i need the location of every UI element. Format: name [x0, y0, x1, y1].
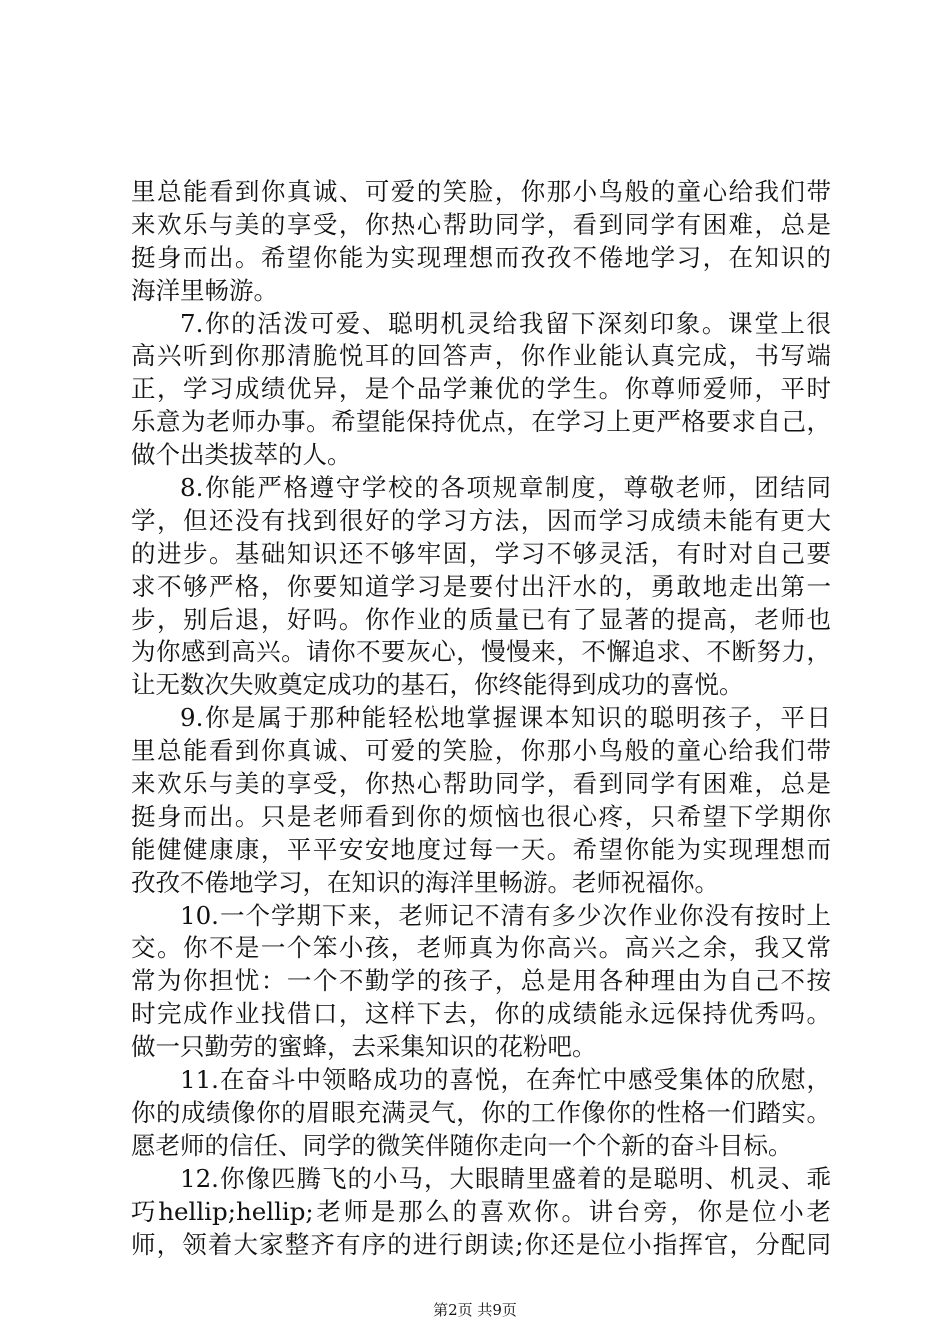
text-line: 时完成作业找借口，这样下去，你的成绩能永远保持优秀吗。 [131, 999, 831, 1029]
text-line: 9.你是属于那种能轻松地掌握课本知识的聪明孩子，平日 [180, 703, 831, 733]
text-line: 愿老师的信任、同学的微笑伴随你走向一个个新的奋斗目标。 [131, 1130, 793, 1160]
text-line: 学，但还没有找到很好的学习方法，因而学习成绩未能有更大 [131, 505, 831, 535]
text-line: 做一只勤劳的蜜蜂，去采集知识的花粉吧。 [131, 1032, 597, 1062]
text-line: 高兴听到你那清脆悦耳的回答声，你作业能认真完成，书写端 [131, 341, 831, 371]
text-line: 能健健康康，平平安安地度过每一天。希望你能为实现理想而 [131, 834, 831, 864]
text-line: 里总能看到你真诚、可爱的笑脸，你那小鸟般的童心给我们带 [131, 177, 831, 206]
text-line: 挺身而出。只是老师看到你的烦恼也很心疼，只希望下学期你 [131, 801, 831, 831]
text-line: 做个出类拔萃的人。 [131, 440, 352, 470]
text-line: 8.你能严格遵守学校的各项规章制度，尊敬老师，团结同 [180, 473, 831, 503]
text-line: 交。你不是一个笨小孩，老师真为你高兴。高兴之余，我又常 [131, 933, 831, 963]
text-line: 海洋里畅游。 [131, 275, 278, 305]
text-line: 步，别后退，好吗。你作业的质量已有了显著的提高，老师也 [131, 604, 831, 634]
text-line: 10.一个学期下来，老师记不清有多少次作业你没有按时上 [180, 900, 831, 930]
text-line: 巧hellip;hellip;老师是那么的喜欢你。讲台旁，你是位小老 [131, 1196, 831, 1226]
text-line: 孜孜不倦地学习，在知识的海洋里畅游。老师祝福你。 [131, 867, 719, 897]
text-line: 7.你的活泼可爱、聪明机灵给我留下深刻印象。课堂上很 [180, 308, 831, 338]
text-line: 12.你像匹腾飞的小马，大眼睛里盛着的是聪明、机灵、乖 [180, 1163, 831, 1193]
text-line: 11.在奋斗中领略成功的喜悦，在奔忙中感受集体的欣慰， [180, 1065, 831, 1095]
text-line: 师，领着大家整齐有序的进行朗读;你还是位小指挥官，分配同 [131, 1229, 831, 1259]
text-line: 挺身而出。希望你能为实现理想而孜孜不倦地学习，在知识的 [131, 242, 831, 272]
document-body [131, 176, 831, 1261]
text-line: 乐意为老师办事。希望能保持优点，在学习上更严格要求自己， [131, 407, 831, 437]
text-line: 来欢乐与美的享受，你热心帮助同学，看到同学有困难，总是 [131, 769, 831, 799]
text-line: 为你感到高兴。请你不要灰心，慢慢来，不懈追求、不断努力， [131, 637, 831, 667]
text-line: 求不够严格，你要知道学习是要付出汗水的，勇敢地走出第一 [131, 571, 831, 601]
text-line: 里总能看到你真诚、可爱的笑脸，你那小鸟般的童心给我们带 [131, 736, 831, 766]
text-line: 常为你担忧：一个不勤学的孩子，总是用各种理由为自己不按 [131, 966, 831, 996]
text-line: 正，学习成绩优异，是个品学兼优的学生。你尊师爱师，平时 [131, 374, 831, 404]
text-line: 的进步。基础知识还不够牢固，学习不够灵活，有时对自己要 [131, 538, 831, 568]
text-line: 来欢乐与美的享受，你热心帮助同学，看到同学有困难，总是 [131, 209, 831, 239]
text-line: 让无数次失败奠定成功的基石，你终能得到成功的喜悦。 [131, 670, 744, 700]
text-line: 你的成绩像你的眉眼充满灵气，你的工作像你的性格一们踏实。 [131, 1097, 831, 1127]
page-footer: 第2页 共9页 [433, 1301, 517, 1319]
